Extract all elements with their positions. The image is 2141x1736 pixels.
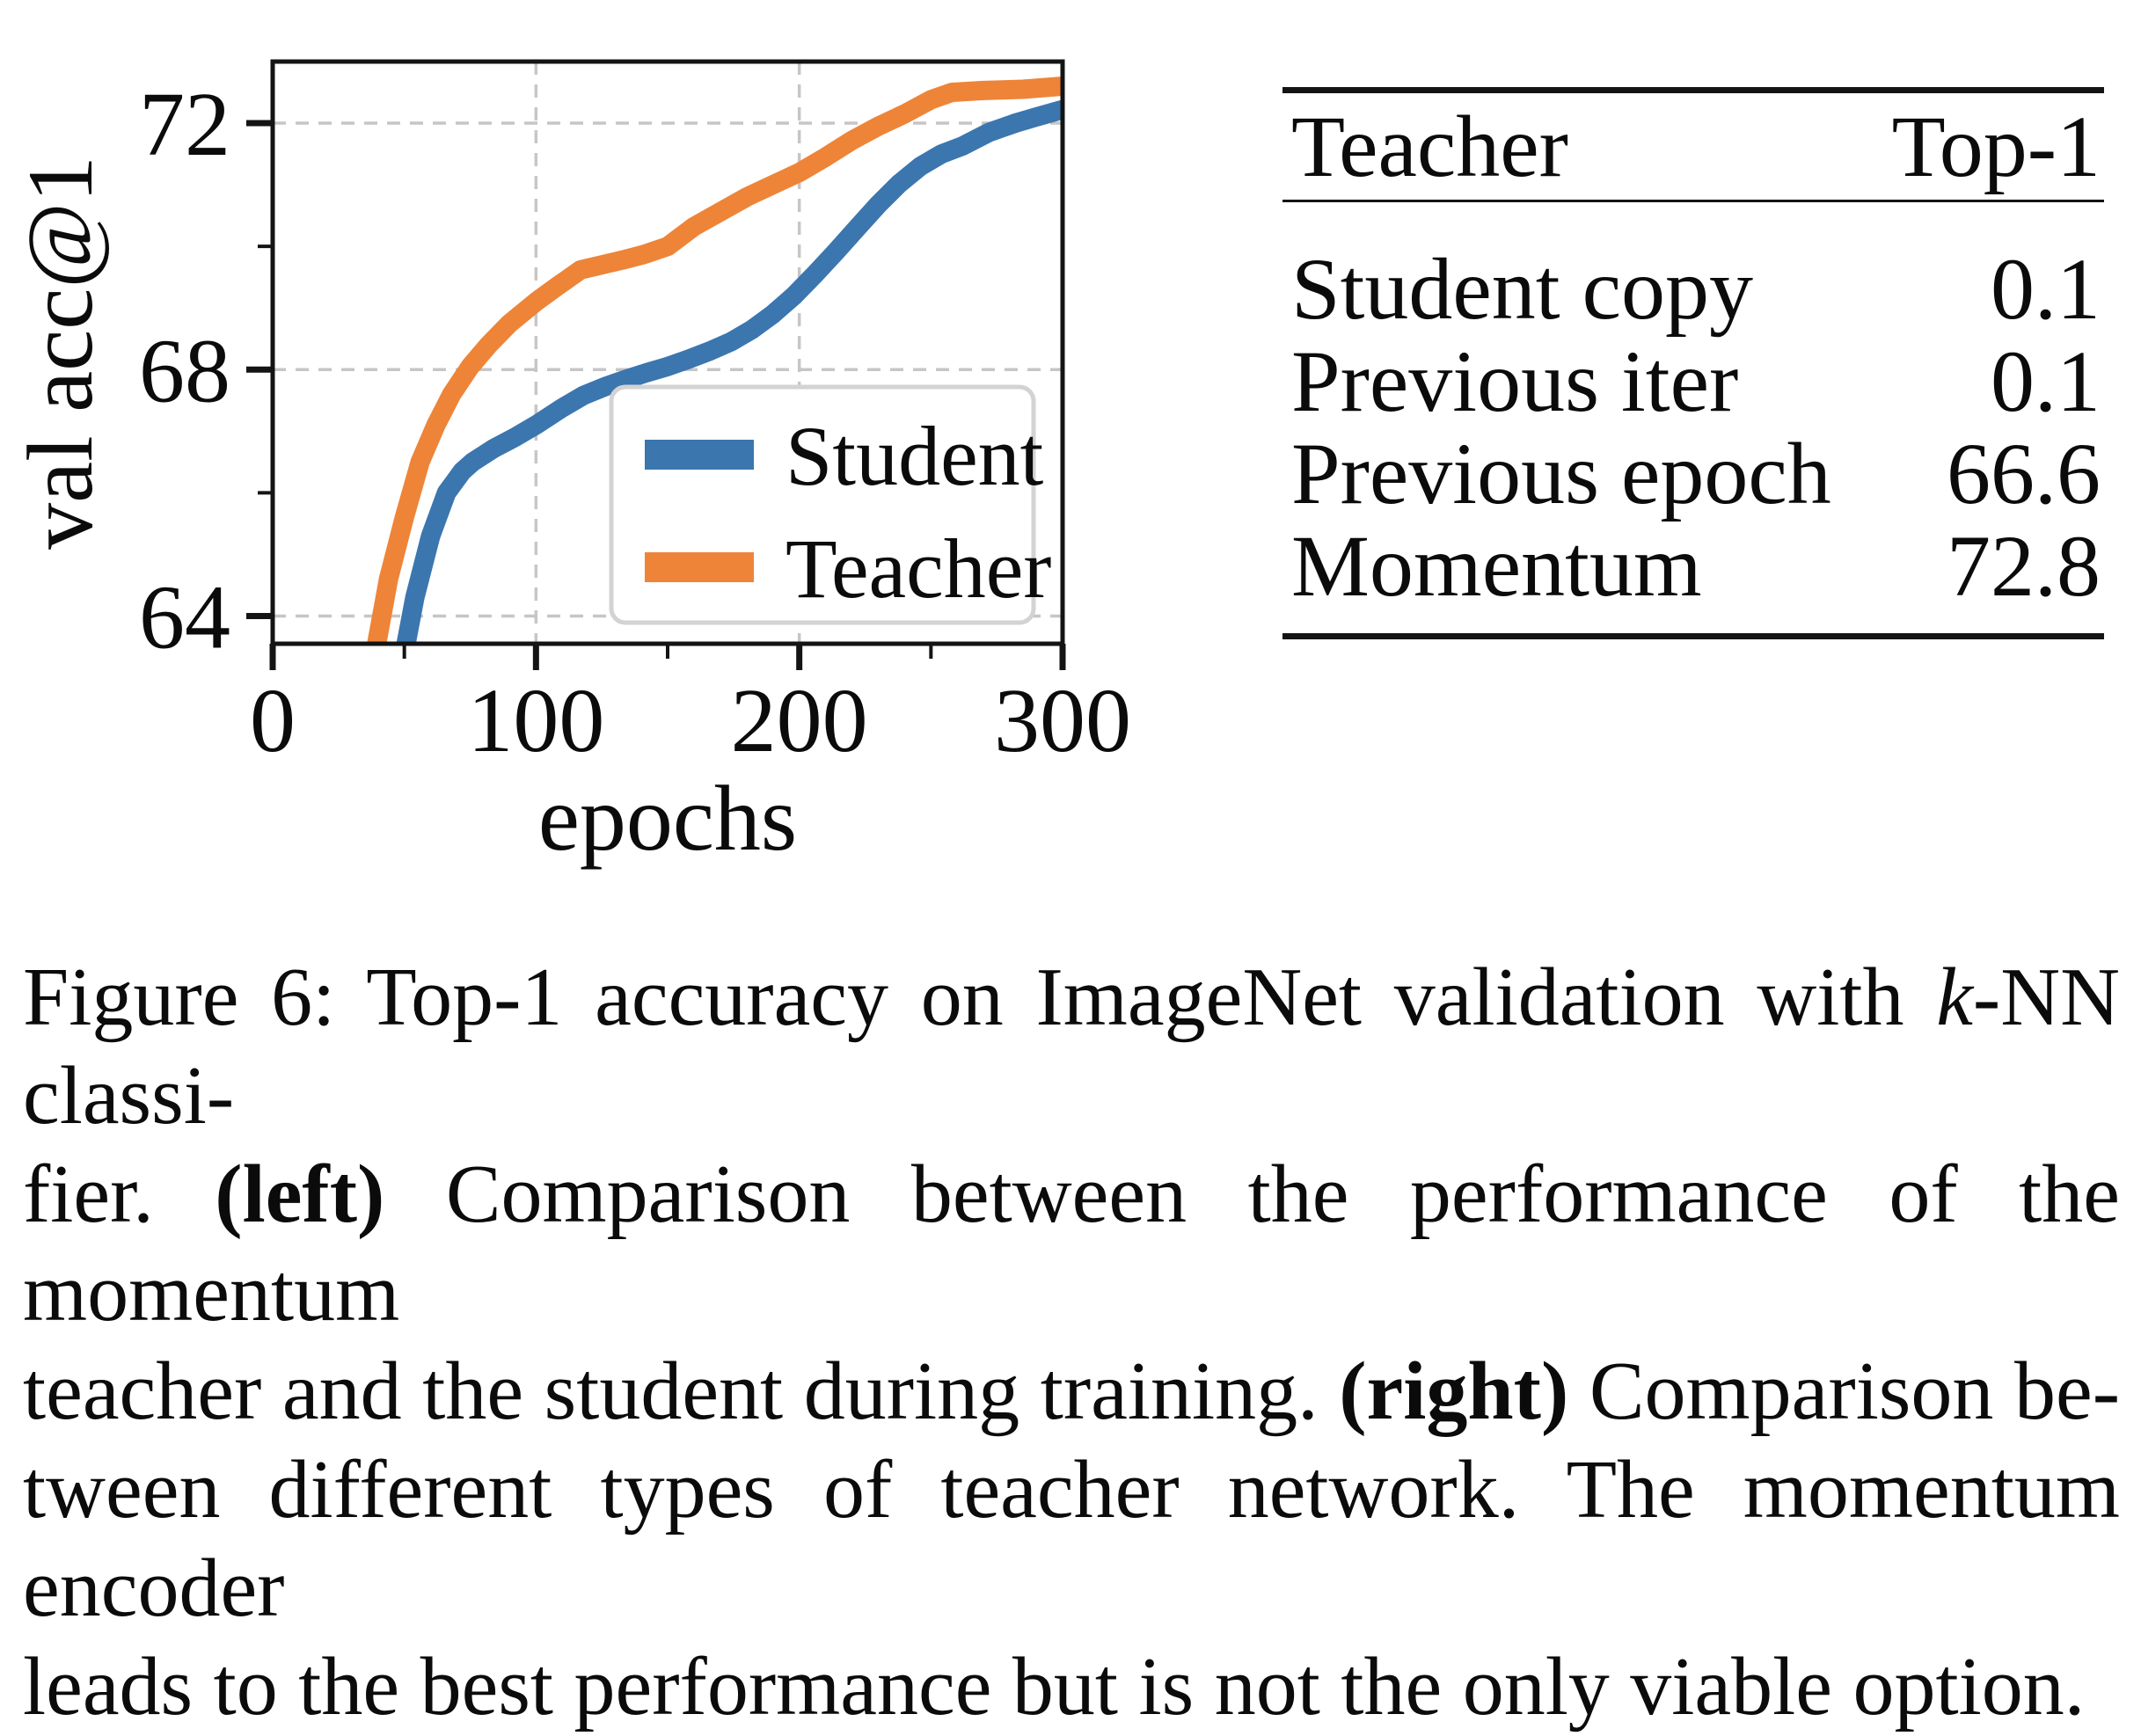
legend-label-student: Student	[786, 409, 1044, 503]
table-header-teacher: Teacher	[1291, 98, 1568, 195]
x-axis-label: epochs	[537, 767, 798, 870]
x-tick-label-300: 300	[994, 670, 1131, 771]
row-teacher-label: Student copy	[1291, 240, 1753, 338]
caption-line	[23, 1441, 2120, 1638]
caption-text: fier.	[23, 1149, 216, 1240]
table-row	[1282, 240, 2104, 338]
legend-label-teacher: Teacher	[786, 522, 1052, 616]
row-top1-value: 0.1	[1991, 332, 2101, 430]
table-header-top1: Top-1	[1891, 98, 2101, 195]
row-teacher-label: Previous iter	[1291, 332, 1739, 430]
y-tick-label-72: 72	[139, 74, 230, 176]
row-teacher-label: Momentum	[1291, 517, 1702, 615]
row-top1-value: 72.8	[1947, 517, 2101, 615]
row-top1-value: 66.6	[1947, 425, 2101, 522]
row-top1-value: 0.1	[1991, 240, 2101, 338]
figure-caption	[23, 948, 2120, 1736]
x-tick-label-200: 200	[730, 670, 868, 771]
caption-italic: k	[1936, 952, 1973, 1043]
caption-text: teacher and the student during training.	[23, 1346, 1340, 1437]
caption-text: Comparison be-	[1568, 1346, 2121, 1437]
caption-text: -NN classi-	[23, 952, 2120, 1142]
caption-bold: (left)	[215, 1149, 385, 1240]
caption-line	[23, 1638, 2120, 1736]
caption-line	[23, 1342, 2120, 1441]
caption-text: leads to the best performance but is not the only viable option.	[23, 1641, 2086, 1732]
row-teacher-label: Previous epoch	[1291, 425, 1831, 522]
legend	[611, 387, 1051, 623]
table-row	[1282, 517, 2104, 615]
legend-swatch-teacher	[645, 552, 754, 582]
table-top-rule	[1282, 87, 2104, 93]
table-body	[1282, 202, 2104, 633]
table-row	[1282, 427, 2104, 520]
table-row	[1282, 332, 2104, 430]
x-tick-label-100: 100	[467, 670, 605, 771]
y-tick-label-68: 68	[139, 320, 230, 422]
teacher-comparison-table	[1282, 87, 2104, 639]
caption-line	[23, 948, 2120, 1145]
caption-bold: (right)	[1339, 1346, 1569, 1437]
y-tick-label-64: 64	[139, 566, 230, 668]
caption-text: Comparison between the performance of the momentum	[23, 1149, 2121, 1338]
table-bottom-rule	[1282, 633, 2104, 639]
table-header-row	[1282, 93, 2104, 200]
x-tick-label-0: 0	[250, 670, 296, 771]
caption-line	[23, 1145, 2120, 1342]
caption-text: Figure 6: Top-1 accuracy on ImageNet validation with	[23, 952, 1937, 1043]
caption-text: tween different types of teacher network. The momentum encoder	[23, 1444, 2120, 1634]
legend-swatch-student	[645, 440, 754, 470]
y-axis-label: val acc@1	[9, 156, 112, 550]
